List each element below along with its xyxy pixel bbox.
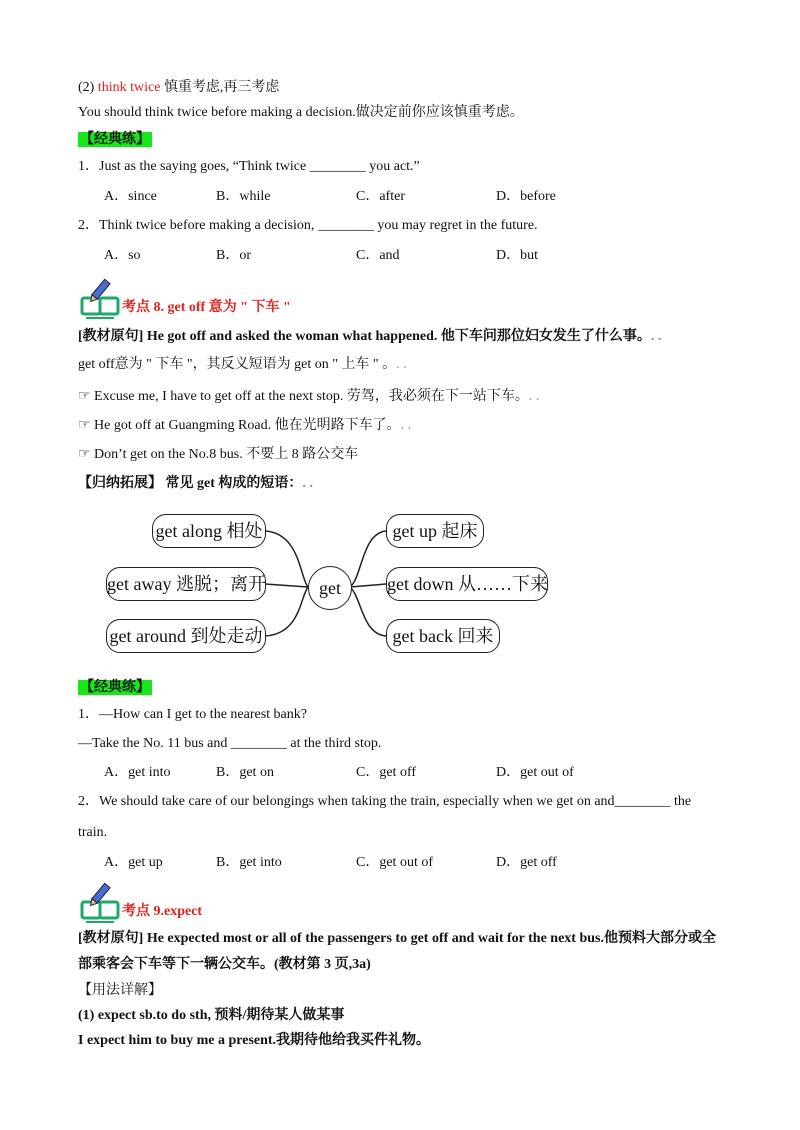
mindmap-node-get-back: get back 回来 (386, 619, 500, 653)
practice2-q2-line2: train. (78, 825, 108, 840)
practice1-q2-option-a: A．so (104, 248, 141, 263)
practice2-q1-option-a: A．get into (104, 765, 171, 780)
think-twice-example: You should think twice before making a decision.做决定前你应该慎重考虑。 (78, 105, 524, 120)
mindmap-node-get-along: get along 相处 (152, 514, 266, 548)
practice1-q2: 2．Think twice before making a decision, ________ you may regret in the future. (78, 218, 538, 233)
practice1-q2-option-c: C．and (356, 248, 400, 263)
book-pencil-icon (78, 276, 122, 320)
practice1-q1-option-b: B．while (216, 189, 271, 204)
practice2-q1-option-d: D．get out of (496, 765, 574, 780)
practice2-q2-option-a: A．get up (104, 855, 163, 870)
expect-usage-heading: 【用法详解】 (78, 983, 162, 998)
practice-tag-1: 【经典练】 (80, 132, 150, 147)
practice2-q1-option-b: B．get on (216, 765, 274, 780)
practice2-q2-option-c: C．get out of (356, 855, 433, 870)
mindmap-center-get: get (308, 566, 352, 610)
book-pencil-icon (78, 880, 122, 924)
getoff-example-2: ☞ He got off at Guangming Road. 他在光明路下车了。. . (78, 418, 412, 433)
practice2-q2-line1: 2．We should take care of our belongings when taking the train, especially when we get on and________ the (78, 794, 692, 809)
expect-original-line1: [教材原句] He expected most or all of the passengers to get off and wait for the next bus.他预料大部分或全 (78, 931, 716, 946)
practice1-q1-option-a: A．since (104, 189, 157, 204)
think-twice-title: (2) think twice 慎重考虑,再三考虑 (78, 80, 280, 95)
heading-9-text: 考点 9.expect (122, 904, 203, 919)
mindmap-node-get-down: get down 从……下来 (386, 567, 548, 601)
getoff-meaning: get off意为 " 下车 "，其反义短语为 get on " 上车 " 。. . (78, 357, 407, 372)
mindmap-node-get-away: get away 逃脱；离开 (106, 567, 266, 601)
phrase-think-twice: think twice (97, 80, 161, 95)
section-heading-8 (78, 276, 378, 320)
get-phrases-mindmap (100, 508, 560, 658)
getoff-example-3: ☞ Don’t get on the No.8 bus. 不要上 8 路公交车 (78, 447, 359, 462)
practice1-q1-option-d: D．before (496, 189, 556, 204)
practice1-q2-option-b: B．or (216, 248, 251, 263)
mindmap-node-get-around: get around 到处走动 (106, 619, 266, 653)
practice2-q2-option-d: D．get off (496, 855, 557, 870)
practice2-q2-option-b: B．get into (216, 855, 282, 870)
practice2-q1-option-c: C．get off (356, 765, 417, 780)
expect-example-1: I expect him to buy me a present.我期待他给我买件礼物。 (78, 1033, 431, 1048)
practice2-q1-line2: —Take the No. 11 bus and ________ at the third stop. (78, 736, 382, 751)
section-heading-9 (78, 880, 298, 924)
expect-original-line2: 部乘客会下车等下一辆公交车。(教材第 3 页,3a) (78, 957, 371, 972)
expect-rule-1: (1) expect sb.to do sth, 预料/期待某人做某事 (78, 1008, 345, 1023)
mindmap-node-get-up: get up 起床 (386, 514, 484, 548)
practice1-q1: 1．Just as the saying goes, “Think twice ________ you act.” (78, 159, 420, 174)
practice1-q2-option-d: D．but (496, 248, 538, 263)
practice2-q1-line1: 1．—How can I get to the nearest bank? (78, 707, 307, 722)
practice-tag-2: 【经典练】 (80, 680, 150, 695)
getoff-summary: 【归纳拓展】 常见 get 构成的短语：. . (78, 476, 313, 491)
getoff-original-sentence: [教材原句] He got off and asked the woman what happened. 他下车问那位妇女发生了什么事。. . (78, 329, 662, 344)
getoff-example-1: ☞ Excuse me, I have to get off at the next stop. 劳驾，我必须在下一站下车。. . (78, 389, 540, 404)
heading-8-text: 考点 8. get off 意为 " 下车 " (122, 300, 291, 315)
practice1-q1-option-c: C．after (356, 189, 405, 204)
